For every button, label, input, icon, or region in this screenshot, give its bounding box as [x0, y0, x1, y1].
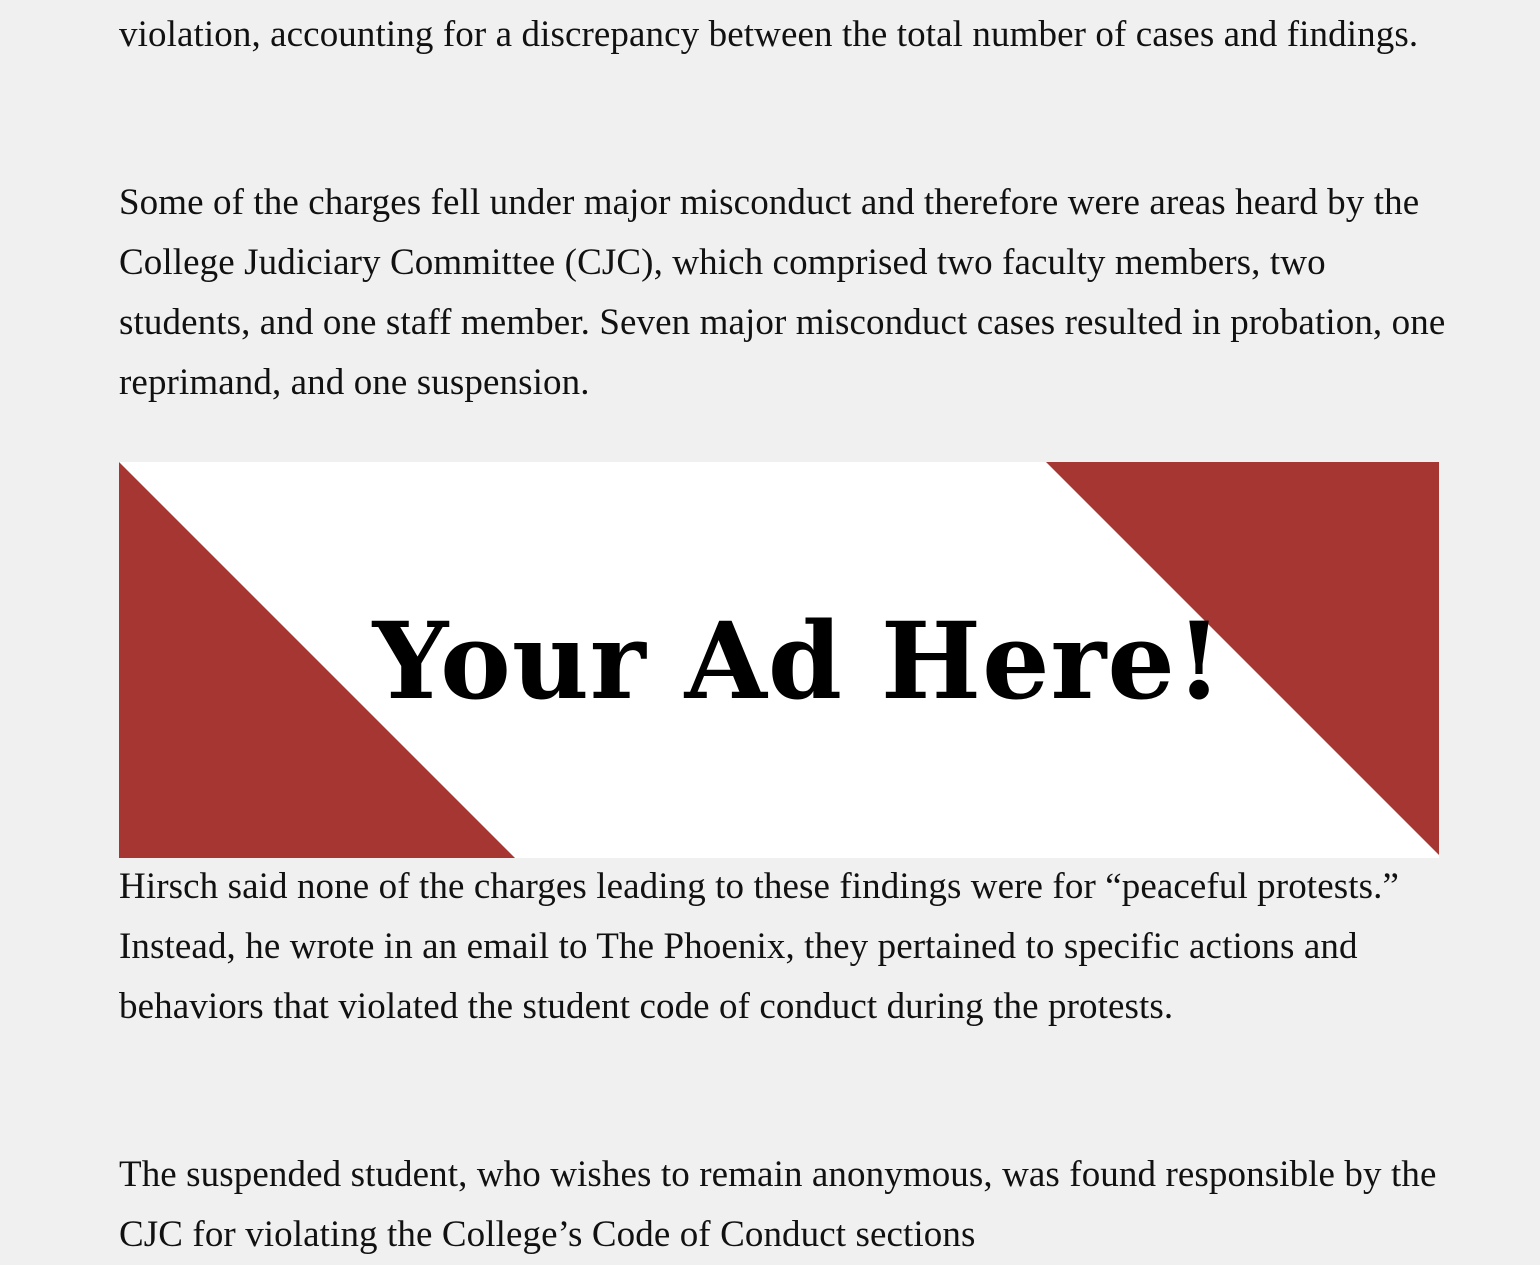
article-paragraph: Some of the charges fell under major misconduct and therefore were areas heard by the College Judiciary Committee (CJC), which comprised two faculty members, two students, and one staff member. Seven major misconduct cases resulted in probation, one reprimand, and one suspension.	[119, 182, 1446, 403]
article-paragraph: Hirsch said none of the charges leading to these findings were for “peaceful protests.” Instead, he wrote in an email to The Phoenix, they pertained to specific actions and behaviors that violated the student code of conduct during the protests.	[119, 866, 1399, 1027]
advertisement-banner[interactable]	[119, 462, 1439, 858]
article-paragraph: violation, accounting for a discrepancy between the total number of cases and findings.	[119, 14, 1419, 55]
ad-headline: Your Ad Here!	[372, 597, 1224, 723]
article-paragraph: The suspended student, who wishes to remain anonymous, was found responsible by the CJC for violating the College’s Code of Conduct sections	[119, 1154, 1437, 1255]
